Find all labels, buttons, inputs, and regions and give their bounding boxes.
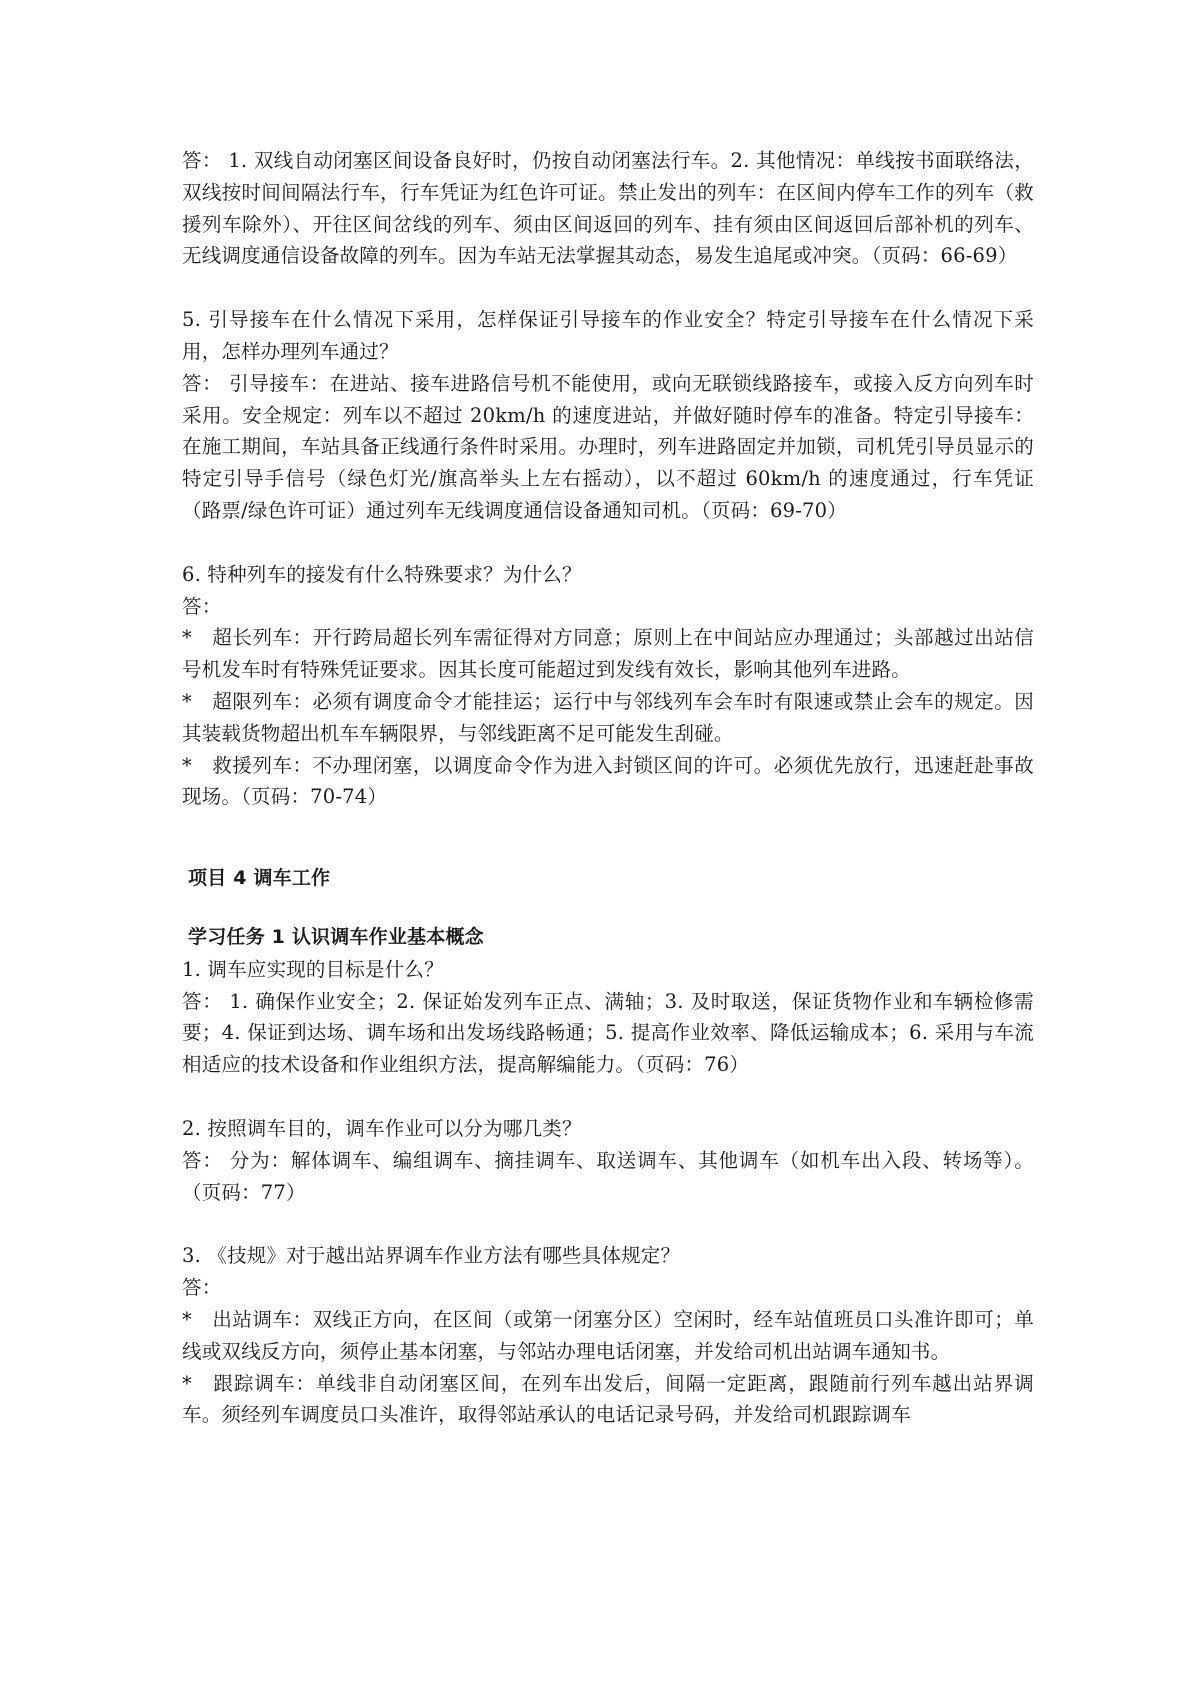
paragraph-gap	[182, 527, 1034, 559]
section-gap	[182, 813, 1034, 863]
paragraph: 6. 特种列车的接发有什么特殊要求？为什么？	[182, 562, 582, 586]
paragraph-gap	[182, 272, 1034, 304]
paragraph: 5. 引导接车在什么情况下采用，怎样保证引导接车的作业安全？特定引导接车在什么情况下采用，怎样办理列车通过？	[182, 308, 1034, 363]
paragraph: * 跟踪调车：单线非自动闭塞区间，在列车出发后，间隔一定距离，跟随前行列车越出站界调车。须经列车调度员口头准许，取得邻站承认的电话记录号码，并发给司机跟踪调车	[182, 1371, 1034, 1427]
document-page	[182, 145, 1034, 1431]
paragraph: 答： 1. 确保作业安全；2. 保证始发列车正点、满轴；3. 及时取送，保证货物作业和车辆检修需要；4. 保证到达场、调车场和出发场线路畅通；5. 提高作业效率、降低运输成本；6. 采用与车流相适应的技术设备和作业组织方法，提高解编能力。（页码：76）	[182, 989, 1034, 1077]
paragraph: 1. 调车应实现的目标是什么？	[182, 957, 444, 981]
paragraph: 答：	[182, 1276, 222, 1300]
paragraph: * 超长列车：开行跨局超长列车需征得对方同意；原则上在中间站应办理通过；头部越过出站信号机发车时有特殊凭证要求。因其长度可能超过到发线有效长，影响其他列车进路。	[182, 626, 1034, 682]
paragraph: 答： 分为：解体调车、编组调车、摘挂调车、取送调车、其他调车（如机车出入段、转场等）。（页码：77）	[182, 1148, 1034, 1204]
paragraph: * 出站调车：双线正方向，在区间（或第一闭塞分区）空闲时，经车站值班员口头准许即可；单线或双线反方向，须停止基本闭塞，与邻站办理电话闭塞，并发给司机出站调车通知书。	[182, 1307, 1034, 1363]
section-heading: 学习任务 1 认识调车作业基本概念	[188, 925, 484, 948]
section-heading: 项目 4 调车工作	[188, 867, 331, 890]
paragraph: 答： 引导接车：在进站、接车进路信号机不能使用，或向无联锁线路接车，或接入反方向列车时采用。安全规定：列车以不超过 20km/h 的速度进站，并做好随时停车的准备。特定引导接车：在施工期间，车站具备正线通行条件时采用。办理时，列车进路固定并加锁，司机凭引导员显示的特定引导手信号（绿色灯光/旗高举头上左右摇动），以不超过 60km/h 的速度通过，行车凭证（路票/绿色许可证）通过列车无线调度通信设备通知司机。（页码：69-70）	[182, 371, 1034, 522]
paragraph: * 救援列车：不办理闭塞，以调度命令作为进入封锁区间的许可。必须优先放行，迅速赶赴事故现场。（页码：70-74）	[182, 753, 1034, 809]
paragraph: 答： 1. 双线自动闭塞区间设备良好时，仍按自动闭塞法行车。2. 其他情况：单线按书面联络法，双线按时间间隔法行车，行车凭证为红色许可证。禁止发出的列车：在区间内停车工作的列车（救援列车除外）、开往区间岔线的列车、须由区间返回的列车、挂有须由区间返回后部补机的列车、无线调度通信设备故障的列车。因为车站无法掌握其动态，易发生追尾或冲突。（页码：66-69）	[182, 149, 1034, 268]
paragraph-gap	[182, 1081, 1034, 1113]
paragraph: 3. 《技规》对于越出站界调车作业方法有哪些具体规定？	[182, 1244, 681, 1268]
paragraph: 2. 按照调车目的，调车作业可以分为哪几类？	[182, 1116, 582, 1140]
paragraph-gap	[182, 1208, 1034, 1240]
paragraph: * 超限列车：必须有调度命令才能挂运；运行中与邻线列车会车时有限速或禁止会车的规定。因其装载货物超出机车车辆限界，与邻线距离不足可能发生刮碰。	[182, 689, 1034, 745]
paragraph: 答：	[182, 594, 222, 618]
heading-gap	[182, 895, 1034, 922]
